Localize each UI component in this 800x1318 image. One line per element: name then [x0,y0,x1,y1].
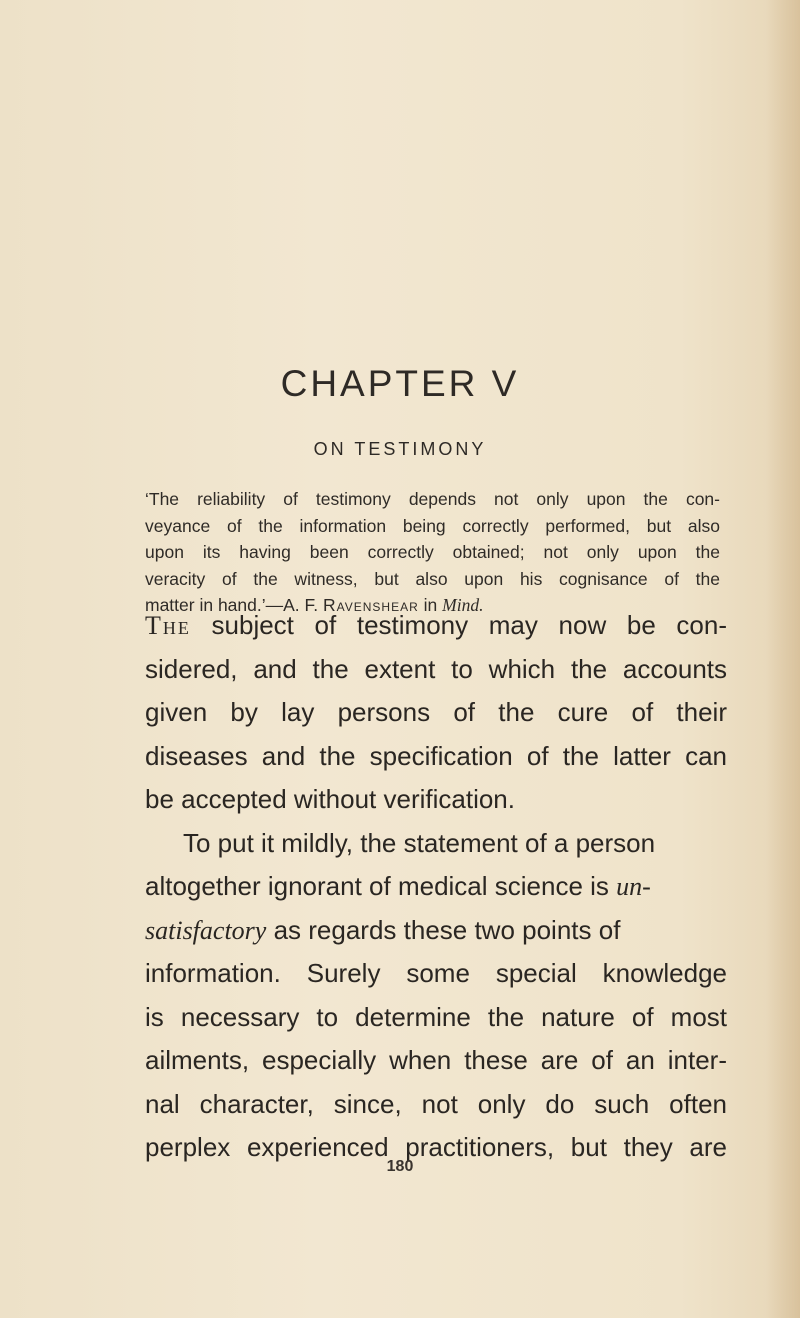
body-line: be accepted without verification. [145,784,515,814]
epigraph-line: upon its having been correctly obtained; not only upon the [145,542,720,562]
body-line [145,865,727,909]
epigraph-line: ‘The reliability of testimony depends not only upon the con- [145,489,720,509]
body-line [145,604,727,648]
epigraph [145,486,720,619]
section-title: ON TESTIMONY [313,439,487,459]
epigraph-in-word: in [418,595,443,615]
epigraph-source: Mind. [442,595,484,615]
italic-word: satisfactory [145,915,267,945]
body-text [145,604,727,1170]
body-line: diseases and the specification of the latter can [145,740,727,771]
epigraph-attribution-prefix: matter in hand.’—A. F. [145,595,323,615]
epigraph-line: veracity of the witness, but also upon his cognisance of the [145,568,720,589]
body-line-text: as regards these two points of [266,914,621,945]
page-edge-stain [766,0,800,1318]
lead-word: The [145,611,191,640]
body-line: is necessary to determine the nature of most [145,1001,727,1032]
body-line-text: altogether ignorant of medical science is [145,871,617,901]
epigraph-line: veyance of the information being correctly performed, but also [145,515,720,536]
body-line [145,909,727,953]
body-line: ailments, especially when these are of an inter- [145,1045,727,1075]
italic-word: un- [616,872,651,901]
chapter-title: CHAPTER V [280,363,520,404]
body-line: given by lay persons of the cure of their [145,697,727,727]
body-line: nal character, since, not only do such often [145,1088,727,1119]
body-line-text: subject of testimony may now be con- [190,610,727,640]
body-line: information. Surely some special knowledge [145,958,727,988]
page-number: 180 [386,1158,414,1175]
epigraph-author: Ravenshear [323,595,419,615]
body-line: sidered, and the extent to which the accounts [145,653,727,684]
body-line: perplex experienced practitioners, but they are [145,1132,727,1162]
body-line: To put it mildly, the statement of a person [183,827,656,858]
